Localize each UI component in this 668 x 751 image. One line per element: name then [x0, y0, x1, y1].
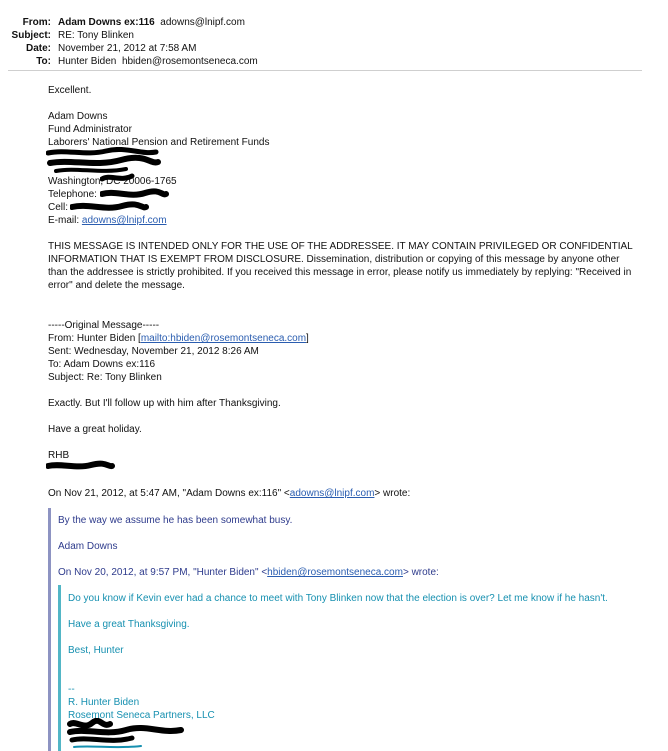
redaction-cell: [70, 201, 150, 213]
confidentiality-disclaimer: THIS MESSAGE IS INTENDED ONLY FOR THE USE OF THE ADDRESSEE. IT MAY CONTAIN PRIVILEGED OR CONFIDENTIAL INFORMATION THAT IS EXEMPT FROM DISCLOSURE. Dissemination, distribution or copying of this message by anyone other than the addressee is strictly prohibited. If you received this message in error, please notify us immediately by replying: "Received in error" and delete the message.: [48, 241, 633, 291]
original-attribution-link[interactable]: adowns@lnipf.com: [289, 488, 375, 499]
to-label: To:: [36, 56, 51, 67]
signature-telephone: [48, 188, 97, 201]
original-from-prefix: From: Hunter Biden [: [48, 333, 141, 344]
signature-title: Fund Administrator: [48, 124, 132, 135]
redaction-quote2-address: [66, 718, 196, 751]
signature-email: [48, 214, 167, 227]
quote-level2-bar: [58, 585, 61, 751]
header-subject-row: [0, 29, 668, 42]
quote2-line1: Do you know if Kevin ever had a chance to meet with Tony Blinken now that the election is over? Let me know if he hasn't.: [68, 593, 608, 604]
quote2-sig-company: Rosemont Seneca Partners, LLC: [68, 710, 215, 721]
original-subject: Subject: Re: Tony Blinken: [48, 372, 162, 383]
header-divider: [8, 70, 642, 71]
to-email[interactable]: hbiden@rosemontseneca.com: [121, 56, 258, 67]
subject-value: RE: Tony Blinken: [58, 30, 134, 41]
to-name: Hunter Biden: [58, 56, 117, 67]
signature-org: Laborers' National Pension and Retirement Funds: [48, 137, 270, 148]
subject-label: Subject:: [11, 30, 51, 41]
original-from-suffix: ]: [306, 333, 309, 344]
quote2-sig-name: R. Hunter Biden: [68, 697, 140, 708]
quote1-attribution: [58, 566, 439, 579]
original-body-line1: Exactly. But I'll follow up with him after Thanksgiving.: [48, 398, 281, 409]
quote2-line2: Have a great Thanksgiving.: [68, 619, 190, 630]
telephone-label: Telephone:: [48, 189, 97, 200]
from-label: From:: [22, 17, 51, 28]
date-value: November 21, 2012 at 7:58 AM: [58, 43, 197, 54]
original-attribution-prefix: On Nov 21, 2012, at 5:47 AM, "Adam Downs ex:116" <: [48, 488, 290, 499]
signature-cell: [48, 201, 68, 214]
quote1-line1: By the way we assume he has been somewhat busy.: [58, 515, 293, 526]
to-value: [58, 55, 258, 68]
original-to: To: Adam Downs ex:116: [48, 359, 156, 370]
original-signature: RHB: [48, 450, 70, 461]
quote1-attribution-suffix: > wrote:: [402, 567, 439, 578]
from-name: Adam Downs ex:116: [58, 17, 155, 28]
quote-level1-bar: [48, 508, 51, 751]
from-value: [58, 16, 245, 29]
quote1-attribution-link[interactable]: hbiden@rosemontseneca.com: [267, 567, 403, 578]
original-attribution: [48, 487, 410, 500]
original-separator: -----Original Message-----: [48, 320, 160, 331]
header-from-row: [0, 16, 668, 29]
quote1-attribution-prefix: On Nov 20, 2012, at 9:57 PM, "Hunter Biden" <: [58, 567, 268, 578]
email-link[interactable]: adowns@lnipf.com: [81, 215, 167, 226]
date-label: Date:: [25, 43, 51, 54]
quote2-dashes: --: [68, 684, 75, 695]
cell-label: Cell:: [48, 202, 69, 213]
original-attribution-suffix: > wrote:: [374, 488, 411, 499]
reply-greeting: Excellent.: [48, 85, 92, 96]
header-date-row: [0, 42, 668, 55]
redaction-rhb-phone: [46, 460, 116, 472]
email-label: E-mail:: [48, 215, 82, 226]
header-to-row: [0, 55, 668, 68]
original-from: [48, 332, 309, 345]
signature-city: Washington, DC 20006-1765: [48, 176, 177, 187]
redaction-city-mark: [100, 172, 140, 184]
from-email[interactable]: adowns@lnipf.com: [160, 17, 245, 28]
quote1-line2: Adam Downs: [58, 541, 118, 552]
signature-name: Adam Downs: [48, 111, 108, 122]
original-from-link[interactable]: mailto:hbiden@rosemontseneca.com: [140, 333, 307, 344]
quote2-line3: Best, Hunter: [68, 645, 124, 656]
original-body-line2: Have a great holiday.: [48, 424, 142, 435]
original-sent: Sent: Wednesday, November 21, 2012 8:26 AM: [48, 346, 259, 357]
redaction-telephone: [100, 188, 170, 200]
